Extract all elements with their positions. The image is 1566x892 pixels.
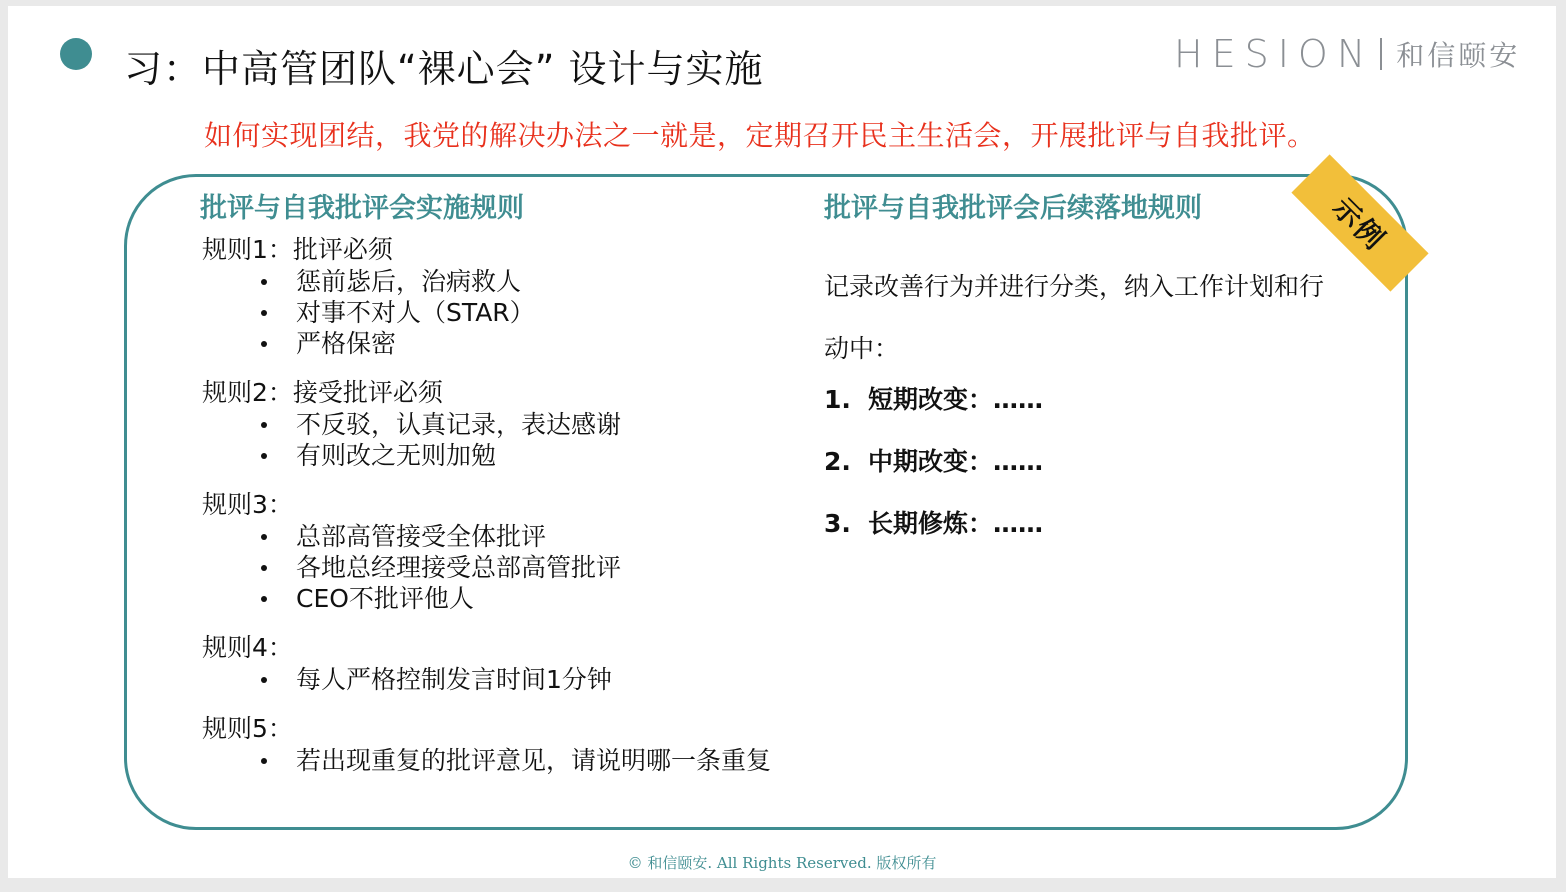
- right-column-heading: 批评与自我批评会后续落地规则: [824, 193, 1202, 224]
- rule-item: 总部高管接受全体批评: [202, 521, 842, 552]
- step-number: 3.: [824, 509, 851, 538]
- left-column-heading: 批评与自我批评会实施规则: [200, 193, 524, 224]
- rule-item: 各地总经理接受总部高管批评: [202, 552, 842, 583]
- step-number: 2.: [824, 447, 851, 476]
- rule-block: [202, 632, 842, 695]
- rule-block: [202, 489, 842, 614]
- logo-chinese-name: 和信颐安: [1396, 39, 1521, 72]
- step-label: 长期修炼：……: [868, 509, 1044, 538]
- follow-up-description: 记录改善行为并进行分类，纳入工作计划和行动中：: [824, 272, 1325, 363]
- rule-item: 每人严格控制发言时间1分钟: [202, 664, 842, 695]
- rule-item: 若出现重复的批评意见，请说明哪一条重复: [202, 745, 842, 776]
- logo-divider: [1380, 38, 1382, 70]
- company-logo: [1174, 32, 1520, 76]
- rule-block: [202, 234, 842, 359]
- rule-title: 规则5：: [202, 714, 293, 743]
- page-title: 习：中高管团队“裸心会” 设计与实施: [124, 47, 764, 91]
- rule-block: [202, 377, 842, 471]
- logo-wordmark: HESION: [1174, 32, 1375, 76]
- copyright-footer: © 和信颐安. All Rights Reserved. 版权所有: [627, 854, 937, 872]
- step-item: [824, 504, 1043, 566]
- rules-list: [202, 234, 842, 794]
- rule-item: 惩前毖后，治病救人: [202, 266, 842, 297]
- slide: [8, 6, 1556, 878]
- step-number: 1.: [824, 385, 851, 414]
- step-label: 中期改变：……: [868, 447, 1044, 476]
- rule-item: 有则改之无则加勉: [202, 440, 842, 471]
- step-label: 短期改变：……: [868, 385, 1044, 414]
- subtitle-quote: 如何实现团结，我党的解决办法之一就是，定期召开民主生活会，开展批评与自我批评。: [204, 119, 1316, 152]
- rule-title: 规则2：接受批评必须: [202, 378, 443, 407]
- rule-item: 严格保密: [202, 328, 842, 359]
- rule-item: CEO不批评他人: [202, 583, 842, 614]
- follow-up-steps: [824, 380, 1043, 566]
- step-item: [824, 380, 1043, 442]
- rule-item: 对事不对人（STAR）: [202, 297, 842, 328]
- rule-title: 规则4：: [202, 633, 293, 662]
- rule-title: 规则3：: [202, 490, 293, 519]
- example-ribbon: 示例: [1291, 154, 1428, 291]
- rule-block: [202, 713, 842, 776]
- title-bullet-dot: [60, 38, 92, 70]
- step-item: [824, 442, 1043, 504]
- rule-title: 规则1：批评必须: [202, 235, 393, 264]
- rule-item: 不反驳，认真记录，表达感谢: [202, 409, 842, 440]
